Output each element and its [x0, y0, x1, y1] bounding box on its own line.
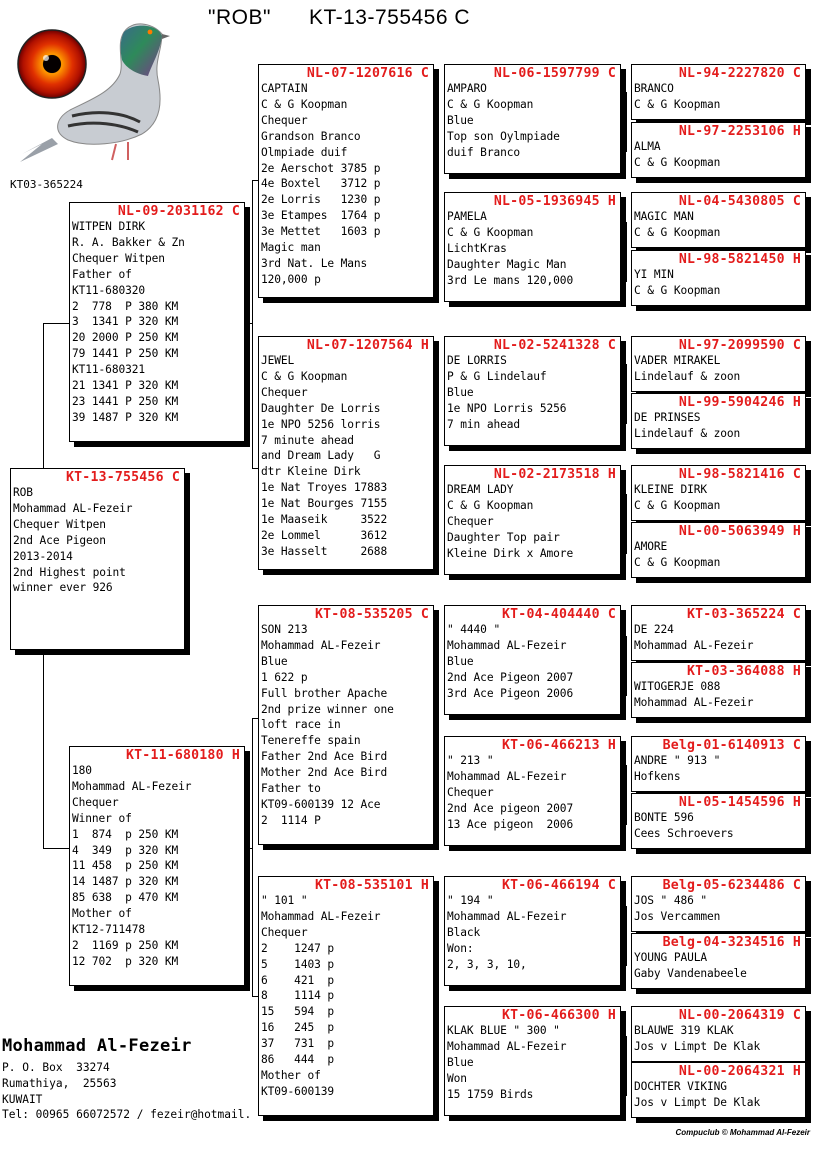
ring-number: KT-03-364088 H: [687, 664, 801, 679]
pigeon-card-sddd: [631, 522, 806, 578]
connector-line: [438, 665, 439, 790]
photo-caption: KT03-365224: [10, 178, 83, 191]
pigeon-name: PAMELA: [447, 210, 487, 223]
pigeon-info-line: Mohammad AL-Fezeir: [447, 1039, 567, 1053]
pigeon-card-ddd: [444, 1006, 621, 1116]
pigeon-info-line: KT09-600139 12 Ace: [261, 797, 381, 811]
pigeon-info-line: Mother 2nd Ace Bird: [261, 766, 388, 780]
pigeon-info-line: 2nd prize winner one: [261, 702, 394, 716]
pigeon-info-line: P & G Lindelauf: [447, 369, 547, 383]
pigeon-info-line: Mohammad AL-Fezeir: [72, 779, 192, 793]
pigeon-info-line: 1 874 p 250 KM: [72, 827, 179, 841]
pigeon-info-line: 2013-2014: [13, 549, 73, 563]
pigeon-info-line: Daughter Magic Man: [447, 257, 567, 271]
pigeon-info-line: 14 1487 p 320 KM: [72, 875, 179, 889]
pigeon-card-ss: [258, 64, 434, 298]
pigeon-info-line: Black: [447, 925, 481, 939]
pigeon-card-dddd: [631, 1062, 806, 1118]
pigeon-info-line: Mohammad AL-Fezeir: [447, 909, 567, 923]
pigeon-card-sds: [444, 336, 621, 446]
pigeon-info-line: 4 349 p 320 KM: [72, 843, 179, 857]
pigeon-info-line: 23 1441 P 250 KM: [72, 394, 179, 408]
pigeon-card-sdss: [631, 336, 806, 392]
pigeon-info-line: Top son Oylmpiade: [447, 129, 560, 143]
ring-number: KT-08-535101 H: [315, 878, 429, 893]
ring-number: KT-06-466213 H: [502, 738, 616, 753]
connector-line: [438, 395, 439, 520]
pigeon-name: YI MIN: [634, 268, 674, 281]
pigeon-info-line: 85 638 p 470 KM: [72, 891, 179, 905]
pigeon-card-sss: [444, 64, 621, 174]
pigeon-card-subject: [10, 468, 185, 650]
owner-address-line: Rumathiya, 25563: [2, 1077, 117, 1090]
connector-line: [252, 718, 253, 996]
pigeon-name: DE 224: [634, 623, 674, 636]
pigeon-info-line: Chequer: [447, 785, 494, 799]
pigeon-info-line: 20 2000 P 250 KM: [72, 331, 179, 345]
pigeon-card-sdds: [631, 465, 806, 521]
connector-line: [43, 848, 70, 849]
pigeon-card-ssss: [631, 64, 806, 120]
pigeon-info-line: 2nd Ace Pigeon: [13, 533, 106, 547]
ring-number: Belg-01-6140913 C: [662, 738, 801, 753]
pigeon-info-line: 2nd Ace Pigeon 2007: [447, 670, 574, 684]
pigeon-info-line: Jos v Limpt De Klak: [634, 1095, 761, 1109]
pigeon-info-line: 1 622 p: [261, 670, 308, 684]
pigeon-info-line: Chequer: [261, 385, 308, 399]
pigeon-info-line: Blue: [261, 654, 288, 668]
pigeon-info-line: 86 444 p: [261, 1053, 334, 1067]
pigeon-info-line: 5 1403 p: [261, 957, 334, 971]
pigeon-card-ddds: [631, 1006, 806, 1062]
pigeon-info-line: C & G Koopman: [261, 369, 348, 383]
pigeon-info-line: winner ever 926: [13, 581, 113, 595]
pigeon-name: ROB: [13, 486, 33, 499]
pigeon-info-line: 2e Lommel 3612: [261, 528, 388, 542]
pigeon-info-line: Mohammad AL-Fezeir: [447, 638, 567, 652]
pigeon-name: KLEINE DIRK: [634, 483, 707, 496]
connector-line: [626, 364, 627, 424]
pigeon-info-line: 3e Etampes 1764 p: [261, 209, 381, 223]
pigeon-name: VADER MIRAKEL: [634, 354, 721, 367]
pigeon-info-line: Blue: [447, 1055, 474, 1069]
pigeon-info-line: Kleine Dirk x Amore: [447, 546, 574, 560]
connector-line: [626, 765, 627, 825]
ring-number: KT-04-404440 C: [502, 607, 616, 622]
connector-line: [626, 494, 627, 554]
pigeon-name: DOCHTER VIKING: [634, 1080, 727, 1093]
pigeon-card-ds: [258, 605, 434, 845]
pigeon-name: " 194 ": [447, 894, 494, 907]
pigeon-info-line: Winner of: [72, 811, 132, 825]
pigeon-info-line: Father 2nd Ace Bird: [261, 750, 388, 764]
owner-address-line: P. O. Box 33274: [2, 1061, 110, 1074]
pigeon-info-line: 4e Boxtel 3712 p: [261, 177, 381, 191]
pigeon-name: KLAK BLUE " 300 ": [447, 1024, 560, 1037]
ring-number: KT-08-535205 C: [315, 607, 429, 622]
pigeon-eye-logo: [12, 14, 172, 164]
connector-line: [244, 323, 253, 324]
pigeon-info-line: Mohammad AL-Fezeir: [13, 501, 133, 515]
pigeon-name: WITOGERJE 088: [634, 680, 721, 693]
ring-number: Belg-04-3234516 H: [662, 935, 801, 950]
connector-line: [252, 180, 253, 468]
ring-number: NL-97-2099590 C: [678, 338, 801, 353]
pigeon-card-dssd: [631, 662, 806, 718]
connector-line: [438, 930, 439, 1055]
pigeon-info-line: C & G Koopman: [447, 225, 534, 239]
pigeon-info-line: 3 1341 P 320 KM: [72, 315, 179, 329]
pigeon-name: " 213 ": [447, 754, 494, 767]
pigeon-info-line: 7 min ahead: [447, 417, 520, 431]
pigeon-name: " 4440 ": [447, 623, 501, 636]
pigeon-card-dss: [444, 605, 621, 715]
pigeon-info-line: C & G Koopman: [634, 225, 721, 239]
pigeon-name: DREAM LADY: [447, 483, 514, 496]
pigeon-info-line: 6 421 p: [261, 973, 334, 987]
connector-line: [626, 92, 627, 152]
pigeon-name: CAPTAIN: [261, 82, 308, 95]
connector-line: [244, 848, 253, 849]
pigeon-info-line: 16 245 p: [261, 1021, 334, 1035]
pigeon-info-line: Gaby Vandenabeele: [634, 966, 747, 980]
pigeon-name: SON 213: [261, 623, 308, 636]
pigeon-info-line: Won:: [447, 941, 474, 955]
pigeon-info-line: Chequer: [72, 795, 119, 809]
ring-number: NL-06-1597799 C: [493, 66, 616, 81]
pigeon-card-dam: [69, 746, 245, 986]
pigeon-info-line: C & G Koopman: [634, 498, 721, 512]
pigeon-name: BONTE 596: [634, 811, 694, 824]
ring-number: NL-98-5821416 C: [678, 467, 801, 482]
pedigree-title: [208, 6, 470, 30]
ring-number: NL-00-2064319 C: [678, 1008, 801, 1023]
pigeon-info-line: Mother of: [72, 907, 132, 921]
pigeon-card-ssds: [631, 192, 806, 248]
pigeon-info-line: loft race in: [261, 718, 341, 732]
pigeon-name-title: "ROB": [208, 6, 271, 29]
connector-line: [626, 906, 627, 966]
pigeon-name: " 101 ": [261, 894, 308, 907]
pigeon-info-line: 2e Lorris 1230 p: [261, 193, 381, 207]
pigeon-info-line: 2nd Highest point: [13, 565, 126, 579]
connector-line: [43, 323, 70, 324]
pigeon-info-line: C & G Koopman: [634, 97, 721, 111]
pigeon-name: WITPEN DIRK: [72, 220, 145, 233]
pigeon-name: DE PRINSES: [634, 411, 701, 424]
pigeon-info-line: 79 1441 P 250 KM: [72, 347, 179, 361]
pigeon-info-line: Tenereffe spain: [261, 734, 361, 748]
connector-line: [43, 323, 44, 471]
pigeon-info-line: Mohammad AL-Fezeir: [447, 769, 567, 783]
pigeon-info-line: 2, 3, 3, 10,: [447, 957, 527, 971]
ring-number: KT-11-680180 H: [126, 748, 240, 763]
pigeon-info-line: C & G Koopman: [447, 498, 534, 512]
pigeon-info-line: Blue: [447, 113, 474, 127]
ring-number: KT-06-466300 H: [502, 1008, 616, 1023]
connector-line: [438, 140, 439, 252]
pigeon-info-line: Lindelauf & zoon: [634, 369, 741, 383]
ring-number: KT-03-365224 C: [687, 607, 801, 622]
pigeon-info-line: C & G Koopman: [634, 155, 721, 169]
pigeon-info-line: Mohammad AL-Fezeir: [634, 695, 754, 709]
pigeon-card-sdsd: [631, 393, 806, 449]
pigeon-name: JEWEL: [261, 354, 295, 367]
pigeon-info-line: 1e Nat Bourges 7155: [261, 497, 388, 511]
pigeon-info-line: KT11-680320: [72, 283, 145, 297]
pigeon-info-line: 15 1759 Birds: [447, 1087, 534, 1101]
pigeon-info-line: 2 1247 p: [261, 941, 334, 955]
pigeon-info-line: Magic man: [261, 241, 321, 255]
pigeon-card-dsd: [444, 736, 621, 846]
pigeon-card-ssdd: [631, 250, 806, 306]
pigeon-info-line: Chequer: [261, 113, 308, 127]
pigeon-info-line: Olmpiade duif: [261, 145, 348, 159]
pigeon-info-line: and Dream Lady G: [261, 449, 381, 463]
ring-number: KT-13-755456 C: [66, 470, 180, 485]
ring-number: NL-94-2227820 C: [678, 66, 801, 81]
pigeon-info-line: 37 731 p: [261, 1037, 334, 1051]
pigeon-info-line: 39 1487 P 320 KM: [72, 410, 179, 424]
pigeon-info-line: Lindelauf & zoon: [634, 426, 741, 440]
pigeon-info-line: duif Branco: [447, 145, 520, 159]
owner-contact-line: Tel: 00965 66072572 / fezeir@hotmail.: [2, 1108, 252, 1121]
pigeon-info-line: Blue: [447, 385, 474, 399]
ring-number: NL-02-2173518 H: [493, 467, 616, 482]
pigeon-name: 180: [72, 764, 92, 777]
pigeon-card-sdd: [444, 465, 621, 575]
owner-name: Mohammad Al-Fezeir: [2, 1036, 192, 1056]
pigeon-info-line: 2 778 P 380 KM: [72, 299, 179, 313]
pigeon-info-line: Daughter De Lorris: [261, 401, 381, 415]
pigeon-info-line: 3e Mettet 1603 p: [261, 225, 381, 239]
pigeon-name: AMORE: [634, 540, 668, 553]
pigeon-info-line: 3e Hasselt 2688: [261, 544, 388, 558]
connector-line: [626, 222, 627, 282]
pigeon-info-line: 15 594 p: [261, 1005, 334, 1019]
pigeon-name: BLAUWE 319 KLAK: [634, 1024, 734, 1037]
pigeon-name: AMPARO: [447, 82, 487, 95]
pigeon-name: ANDRE " 913 ": [634, 754, 721, 767]
pigeon-card-sssd: [631, 122, 806, 178]
pigeon-info-line: Chequer: [447, 514, 494, 528]
pigeon-info-line: 11 458 p 250 KM: [72, 859, 179, 873]
pigeon-name: BRANCO: [634, 82, 674, 95]
ring-number: NL-07-1207616 C: [306, 66, 429, 81]
ring-number: NL-99-5904246 H: [678, 395, 801, 410]
pigeon-card-dd: [258, 876, 434, 1116]
pigeon-name: MAGIC MAN: [634, 210, 694, 223]
ring-number: KT-06-466194 C: [502, 878, 616, 893]
pigeon-name: JOS " 486 ": [634, 894, 707, 907]
ring-number: NL-00-2064321 H: [678, 1064, 801, 1079]
pigeon-info-line: 120,000 p: [261, 272, 321, 286]
pigeon-name: YOUNG PAULA: [634, 951, 707, 964]
owner-address-line: KUWAIT: [2, 1093, 43, 1106]
pigeon-info-line: 7 minute ahead: [261, 433, 354, 447]
ring-number: NL-04-5430805 C: [678, 194, 801, 209]
pigeon-info-line: 21 1341 P 320 KM: [72, 379, 179, 393]
ring-number: NL-09-2031162 C: [117, 204, 240, 219]
pigeon-info-line: KT09-600139: [261, 1084, 334, 1098]
pigeon-info-line: LichtKras: [447, 241, 507, 255]
pigeon-info-line: 1e Nat Troyes 17883: [261, 481, 388, 495]
pigeon-card-dsss: [631, 605, 806, 661]
pigeon-card-dsds: [631, 736, 806, 792]
pigeon-info-line: Father to: [261, 782, 321, 796]
ring-number: NL-05-1936945 H: [493, 194, 616, 209]
pigeon-info-line: 1e NPO 5256 lorris: [261, 417, 381, 431]
connector-line: [626, 636, 627, 696]
pigeon-info-line: Mohammad AL-Fezeir: [634, 638, 754, 652]
ring-number: NL-05-1454596 H: [678, 795, 801, 810]
pigeon-info-line: Father of: [72, 267, 132, 281]
pigeon-info-line: C & G Koopman: [634, 283, 721, 297]
pigeon-info-line: R. A. Bakker & Zn: [72, 235, 185, 249]
pigeon-info-line: 2nd Ace pigeon 2007: [447, 801, 574, 815]
pigeon-info-line: C & G Koopman: [447, 97, 534, 111]
pigeon-info-line: 12 702 p 320 KM: [72, 954, 179, 968]
pigeon-card-ddsd: [631, 933, 806, 989]
pigeon-info-line: KT12-711478: [72, 923, 145, 937]
ring-number: NL-00-5063949 H: [678, 524, 801, 539]
ring-number-title: KT-13-755456 C: [308, 6, 471, 29]
pigeon-info-line: Mother of: [261, 1068, 321, 1082]
pigeon-name: DE LORRIS: [447, 354, 507, 367]
pigeon-info-line: 2 1169 p 250 KM: [72, 938, 179, 952]
pigeon-info-line: 1e NPO Lorris 5256: [447, 401, 567, 415]
pigeon-info-line: 13 Ace pigeon 2006: [447, 817, 574, 831]
pigeon-info-line: Daughter Top pair: [447, 530, 560, 544]
pigeon-card-dsdd: [631, 793, 806, 849]
pigeon-info-line: Full brother Apache: [261, 686, 388, 700]
ring-number: NL-97-2253106 H: [678, 124, 801, 139]
pigeon-info-line: 3rd Ace Pigeon 2006: [447, 686, 574, 700]
pigeon-info-line: 2e Aerschot 3785 p: [261, 161, 381, 175]
pigeon-info-line: Won: [447, 1071, 467, 1085]
pigeon-info-line: Mohammad AL-Fezeir: [261, 638, 381, 652]
pigeon-info-line: Chequer: [261, 925, 308, 939]
pigeon-info-line: Jos Vercammen: [634, 909, 721, 923]
pigeon-card-dds: [444, 876, 621, 986]
pigeon-info-line: Chequer Witpen: [13, 517, 106, 531]
pigeon-name: ALMA: [634, 140, 661, 153]
pigeon-info-line: Chequer Witpen: [72, 251, 165, 265]
pigeon-info-line: C & G Koopman: [634, 555, 721, 569]
pigeon-info-line: Grandson Branco: [261, 129, 361, 143]
ring-number: NL-98-5821450 H: [678, 252, 801, 267]
pigeon-info-line: Cees Schroevers: [634, 826, 734, 840]
pigeon-info-line: 3rd Nat. Le Mans: [261, 256, 368, 270]
ring-number: NL-02-5241328 C: [493, 338, 616, 353]
pigeon-info-line: Hofkens: [634, 769, 681, 783]
pigeon-card-sd: [258, 336, 434, 570]
ring-number: Belg-05-6234486 C: [662, 878, 801, 893]
pigeon-card-ssd: [444, 192, 621, 302]
pigeon-info-line: 2 1114 P: [261, 813, 321, 827]
pigeon-info-line: KT11-680321: [72, 363, 145, 377]
pigeon-card-ddss: [631, 876, 806, 932]
connector-line: [626, 1036, 627, 1096]
pigeon-info-line: Mohammad AL-Fezeir: [261, 909, 381, 923]
footer-credit: Compuclub © Mohammad Al-Fezeir: [675, 1128, 810, 1137]
pigeon-info-line: 8 1114 p: [261, 989, 334, 1003]
pigeon-info-line: Blue: [447, 654, 474, 668]
ring-number: NL-07-1207564 H: [306, 338, 429, 353]
pigeon-info-line: dtr Kleine Dirk: [261, 465, 361, 479]
pigeon-info-line: 1e Maaseik 3522: [261, 513, 388, 527]
pigeon-card-sire: [69, 202, 245, 442]
pigeon-info-line: C & G Koopman: [261, 97, 348, 111]
pigeon-info-line: Jos v Limpt De Klak: [634, 1039, 761, 1053]
pigeon-info-line: 3rd Le mans 120,000: [447, 273, 574, 287]
